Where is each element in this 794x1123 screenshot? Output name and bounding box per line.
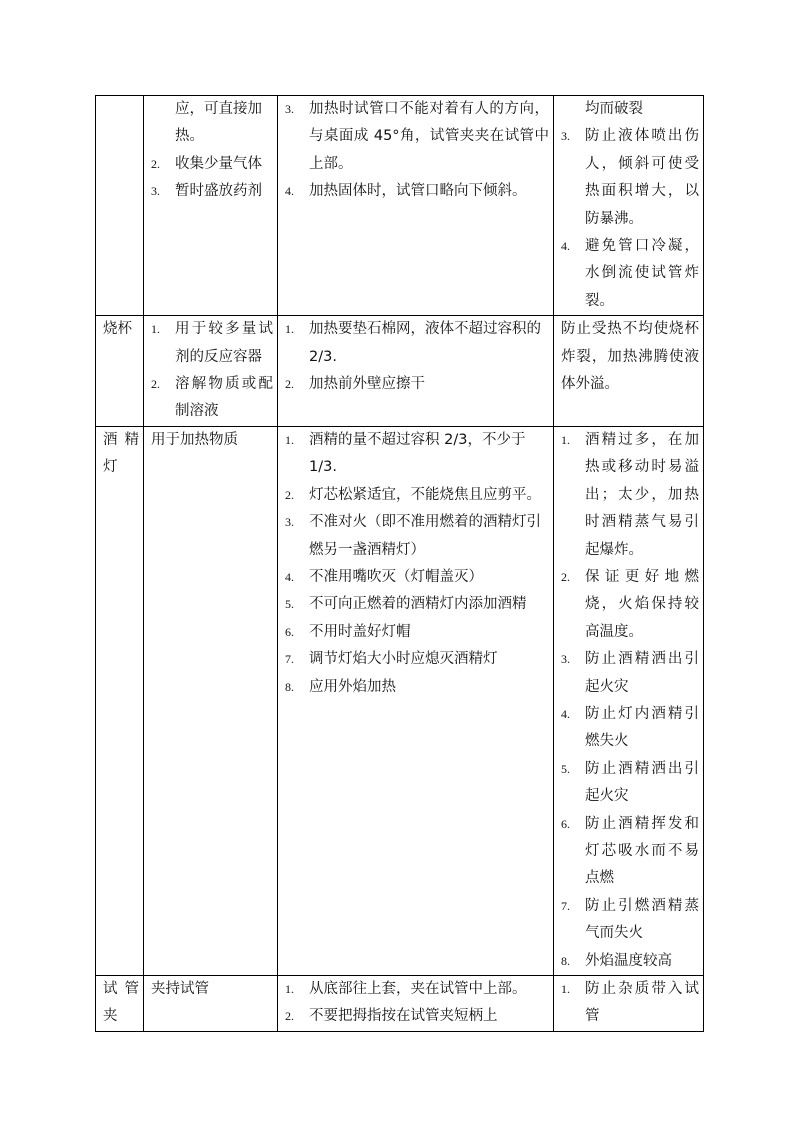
list-item xyxy=(285,976,549,1003)
reasons-cell xyxy=(554,426,704,975)
list-item xyxy=(561,948,699,975)
item-text: 不准用嘴吹灭（灯帽盖灭） xyxy=(309,568,483,585)
item-number: 2. xyxy=(151,377,160,392)
cautions-cell xyxy=(278,426,554,975)
item-text: 不要把拇指按在试管夹短柄上 xyxy=(309,1008,498,1025)
item-number: 3. xyxy=(561,129,570,144)
item-text: 调节灯焰大小时应熄灭酒精灯 xyxy=(309,651,498,668)
list-item xyxy=(151,178,273,205)
cautions-cell xyxy=(278,316,554,427)
list-item xyxy=(561,427,699,564)
item-text: 酒精过多，在加热或移动时易溢出；太少，加热时酒精蒸气易引起爆炸。 xyxy=(585,431,699,558)
list-item xyxy=(561,976,699,1031)
list-item xyxy=(285,619,549,646)
item-text: 应用外焰加热 xyxy=(309,678,396,695)
item-number: 2. xyxy=(285,1009,294,1024)
lab-equipment-table xyxy=(95,95,704,1032)
item-number: 6. xyxy=(285,624,294,639)
cautions-cell xyxy=(278,96,554,316)
reasons-list xyxy=(561,427,699,975)
item-text: 不用时盖好灯帽 xyxy=(309,623,411,640)
item-text: 酒精的量不超过容积 2/3，不少于 1/3. xyxy=(309,431,526,476)
item-number: 5. xyxy=(561,761,570,776)
equipment-name: 试管夹 xyxy=(103,981,139,1025)
equipment-name-cell xyxy=(96,316,144,427)
item-text: 防止灯内酒精引燃失火 xyxy=(585,705,699,750)
list-item xyxy=(285,646,549,673)
item-number: 8. xyxy=(285,679,294,694)
item-text: 防止酒精洒出引起火灾 xyxy=(585,760,699,805)
item-text: 灯芯松紧适宜，不能烧焦且应剪平。 xyxy=(309,486,541,503)
cautions-list xyxy=(285,316,549,398)
list-item xyxy=(285,591,549,618)
use-cell xyxy=(144,316,278,427)
item-number: 1. xyxy=(151,322,160,337)
item-text: 外焰温度较高 xyxy=(585,952,672,969)
equipment-name-cell xyxy=(96,426,144,975)
reasons-cell xyxy=(554,96,704,316)
list-item xyxy=(285,674,549,701)
item-text: 防止酒精挥发和灯芯吸水而不易点燃 xyxy=(585,815,699,887)
list-item xyxy=(285,509,549,564)
item-number: 4. xyxy=(285,184,294,199)
item-number: 7. xyxy=(561,898,570,913)
cautions-cell xyxy=(278,976,554,1032)
list-item xyxy=(151,371,273,426)
item-number: 3. xyxy=(151,184,160,199)
list-item xyxy=(561,811,699,893)
cautions-list xyxy=(285,427,549,701)
cautions-list xyxy=(285,96,549,206)
item-number: 6. xyxy=(561,816,570,831)
item-number: 2. xyxy=(285,377,294,392)
use-cell xyxy=(144,96,278,316)
item-number: 2. xyxy=(151,156,160,171)
list-item xyxy=(285,96,549,178)
equipment-name: 烧杯 xyxy=(103,321,132,338)
reason-text: 防止受热不均使烧杯炸裂，加热沸腾使液体外溢。 xyxy=(561,321,699,393)
item-number: 2. xyxy=(561,569,570,584)
list-item xyxy=(285,316,549,371)
item-number: 5. xyxy=(285,597,294,612)
item-text: 防止杂质带入试管 xyxy=(585,981,699,1025)
list-item xyxy=(561,564,699,646)
list-item xyxy=(285,482,549,509)
item-text: 避免管口冷凝，水倒流使试管炸裂。 xyxy=(585,238,699,309)
item-text: 加热要垫石棉网，液体不超过容积的 2/3. xyxy=(309,321,541,365)
item-number: 3. xyxy=(285,515,294,530)
list-item xyxy=(561,646,699,701)
item-number: 7. xyxy=(285,652,294,667)
item-number: 1. xyxy=(561,432,570,447)
list-item xyxy=(561,701,699,756)
item-text: 不准对火（即不准用燃着的酒精灯引燃另一盏酒精灯） xyxy=(309,514,541,558)
item-text: 不可向正燃着的酒精灯内添加酒精 xyxy=(309,596,527,613)
item-number: 3. xyxy=(285,102,294,116)
item-number: 4. xyxy=(285,569,294,584)
reasons-list xyxy=(554,96,703,315)
item-number: 2. xyxy=(285,487,294,502)
table-row xyxy=(96,96,704,316)
item-number: 1. xyxy=(285,432,294,447)
cautions-list xyxy=(285,976,549,1031)
list-item xyxy=(285,427,549,482)
item-text: 从底部往上套，夹在试管中上部。 xyxy=(309,981,527,997)
list-item xyxy=(561,893,699,948)
table-row xyxy=(96,316,704,427)
item-number: 3. xyxy=(561,652,570,667)
equipment-name: 酒精灯 xyxy=(103,431,139,476)
item-text: 防止酒精洒出引起火灾 xyxy=(585,651,699,695)
item-number: 1. xyxy=(285,982,294,996)
use-cell xyxy=(144,976,278,1032)
item-text: 用于较多量试剂的反应容器 xyxy=(175,321,273,365)
item-text: 防止引燃酒精蒸气而失火 xyxy=(585,897,699,942)
use-continuation-line: 热。 xyxy=(175,128,204,145)
list-item xyxy=(561,233,699,315)
item-number: 1. xyxy=(285,322,294,337)
equipment-name-cell xyxy=(96,96,144,316)
reasons-cell xyxy=(554,976,704,1032)
list-item xyxy=(561,756,699,811)
use-list xyxy=(144,96,277,206)
item-number: 4. xyxy=(561,706,570,721)
list-item xyxy=(151,316,273,371)
use-cell xyxy=(144,426,278,975)
item-text: 暂时盛放药剂 xyxy=(175,183,262,200)
item-number: 8. xyxy=(561,953,570,968)
item-number: 4. xyxy=(561,239,570,254)
use-list xyxy=(151,316,273,426)
item-text: 保证更好地燃烧，火焰保持较高温度。 xyxy=(585,568,699,640)
list-item xyxy=(285,564,549,591)
item-text: 加热时试管口不能对着有人的方向，与桌面成 45°角，试管夹夹在试管中上部。 xyxy=(309,101,549,172)
item-text: 溶解物质或配制溶液 xyxy=(175,376,273,420)
reasons-list xyxy=(561,976,699,1031)
item-text: 防止液体喷出伤人，倾斜可使受热面积增大，以防暴沸。 xyxy=(585,128,699,227)
reason-continuation-line: 均而破裂 xyxy=(585,101,643,117)
table-row xyxy=(96,426,704,975)
equipment-name-cell xyxy=(96,976,144,1032)
reasons-cell xyxy=(554,316,704,427)
use-continuation-line: 应，可直接加 xyxy=(175,101,262,117)
table-row xyxy=(96,976,704,1032)
list-item xyxy=(561,123,699,233)
item-text: 加热固体时，试管口略向下倾斜。 xyxy=(309,183,527,200)
list-item xyxy=(285,371,549,398)
list-item xyxy=(285,1003,549,1030)
item-text: 收集少量气体 xyxy=(175,155,262,172)
use-text: 夹持试管 xyxy=(151,981,209,997)
use-text: 用于加热物质 xyxy=(151,431,238,448)
list-item xyxy=(151,151,273,178)
item-text: 加热前外壁应擦干 xyxy=(309,376,425,393)
item-number: 1. xyxy=(561,982,570,996)
list-item xyxy=(285,178,549,205)
